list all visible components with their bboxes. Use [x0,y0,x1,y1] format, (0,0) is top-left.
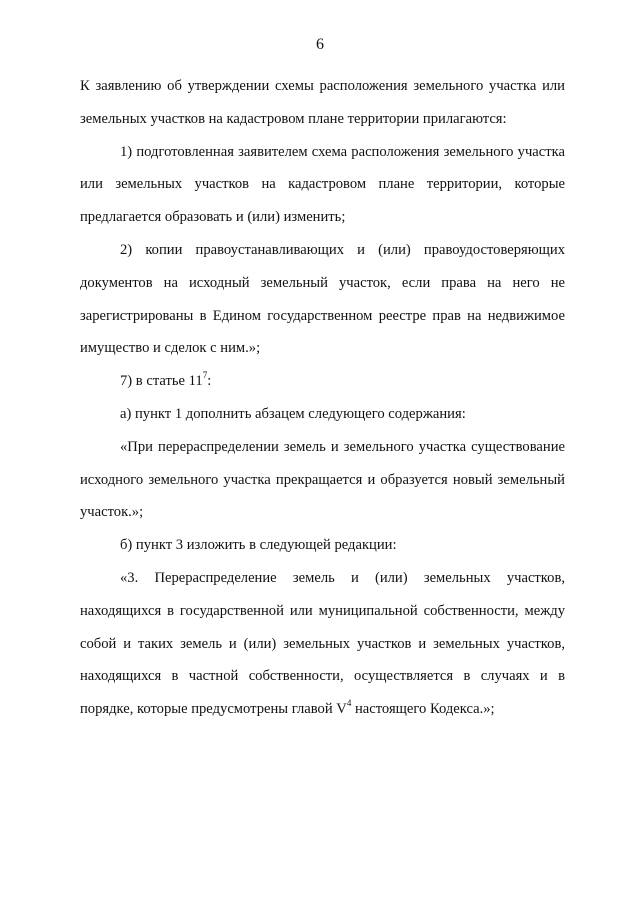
document-body [80,70,565,726]
page-number: 6 [316,36,324,53]
point-3-body: «3. Перераспределение земель и (или) земельных участков, находящихся в государственной или муниципальной собственности, между собой и таких земель и (или) земельных участков и земельных участков, находящихся в частной собственности, осуществляется в случаях и в порядке, которые предусмотрены главой V [80,569,565,718]
paragraph-item-2: 2) копии правоустанавливающих и (или) правоудостоверяющих документов на исходный земельный участок, если права на него не зарегистрированы в Едином государственном реестре прав на недвижимое имущество и сделок с ним.»; [80,241,565,357]
article-reference-text: 7) в статье 11 [120,373,203,390]
article-superscript: 7 [202,370,208,381]
paragraph-quote-redistribution: «При перераспределении земель и земельного участка существование исходного земельного участка прекращается и образуется новый земельный участок.»; [80,438,565,521]
paragraph-point-a: а) пункт 1 дополнить абзацем следующего содержания: [120,405,466,422]
paragraph-item-1: 1) подготовленная заявителем схема расположения земельного участка или земельных участков на кадастровом плане территории, которые предлагается образовать и (или) изменить; [80,143,565,226]
paragraph-article-11-7 [80,365,565,398]
article-colon: : [207,373,212,390]
paragraph-point-3-text [80,562,565,726]
chapter-superscript: 4 [346,698,352,709]
paragraph-point-b: б) пункт 3 изложить в следующей редакции: [120,537,397,554]
paragraph-intro: К заявлению об утверждении схемы расположения земельного участка или земельных участков на кадастровом плане территории прилагаются: [80,78,565,127]
point-3-ending: настоящего Кодекса.»; [351,701,495,718]
